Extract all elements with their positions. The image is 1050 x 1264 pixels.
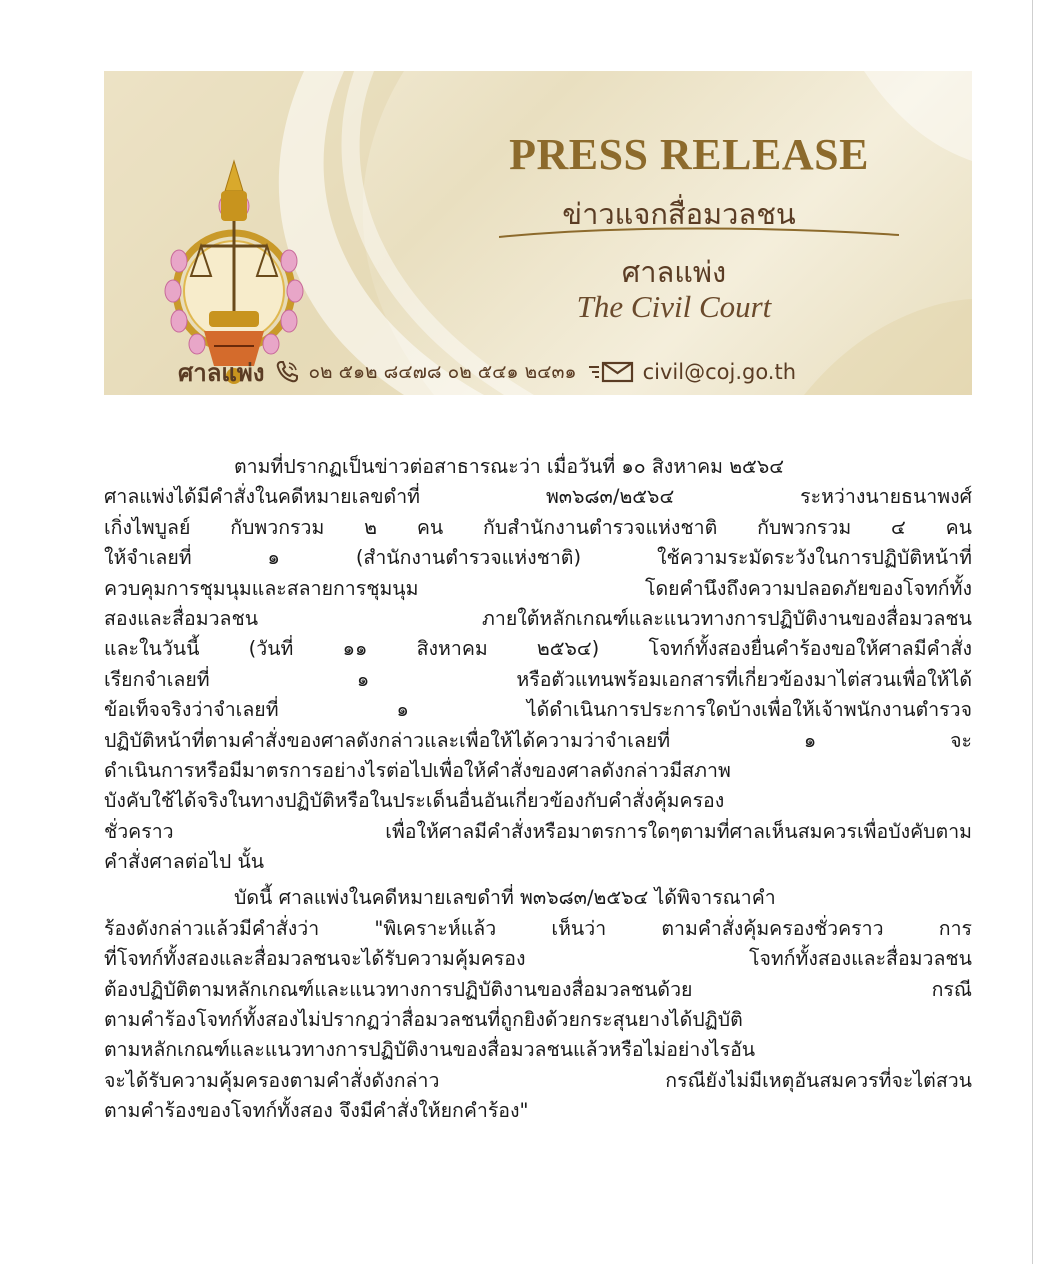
- press-release-title: PRESS RELEASE: [509, 130, 869, 179]
- press-release-banner: [104, 71, 972, 395]
- email-icon: [589, 360, 635, 384]
- court-name-english: The Civil Court: [576, 289, 772, 324]
- paragraph-1: [104, 452, 972, 877]
- paragraph-line: สองและสื่อมวลชน ภายใต้หลักเกณฑ์และแนวทางการปฏิบัติงานของสื่อมวลชน: [104, 606, 972, 630]
- paragraph-line: ต้องปฏิบัติตามหลักเกณฑ์และแนวทางการปฏิบัติงานของสื่อมวลชนด้วย กรณี: [104, 977, 972, 1001]
- press-release-body: [104, 452, 972, 1127]
- court-name-thai: ศาลแพ่ง: [621, 255, 727, 289]
- contact-email: civil@coj.go.th: [642, 360, 797, 384]
- paragraph-line: ให้จำเลยที่ ๑ (สำนักงานตำรวจแห่งชาติ) ใช้ความระมัดระวังในการปฏิบัติหน้าที่: [104, 546, 972, 570]
- paragraph-line: เกิ่งไพบูลย์ กับพวกรวม ๒ คน กับสำนักงานตำรวจแห่งชาติ กับพวกรวม ๔ คน: [104, 515, 972, 539]
- paragraph-line: ร้องดังกล่าวแล้วมีคำสั่งว่า "พิเคราะห์แล้ว เห็นว่า ตามคำสั่งคุ้มครองชั่วคราว การ: [104, 916, 972, 940]
- page-edge-divider: [1032, 0, 1033, 1264]
- paragraph-line: เรียกจำเลยที่ ๑ หรือตัวแทนพร้อมเอกสารที่เกี่ยวข้องมาไต่สวนเพื่อให้ได้: [104, 667, 972, 691]
- paragraph-line: คำสั่งศาลต่อไป นั้น: [104, 850, 265, 874]
- paragraph-2: [104, 883, 972, 1126]
- paragraph-line: บัดนี้ ศาลแพ่งในคดีหมายเลขดำที่ พ๓๖๘๓/๒๕๖๔ ได้พิจารณาคำ: [234, 886, 776, 910]
- paragraph-line: ศาลแพ่งได้มีคำสั่งในคดีหมายเลขดำที่ พ๓๖๘๓/๒๕๖๔ ระหว่างนายธนาพงศ์: [104, 485, 972, 509]
- paragraph-line: และในวันนี้ (วันที่ ๑๑ สิงหาคม ๒๕๖๔) โจทก์ทั้งสองยื่นคำร้องขอให้ศาลมีคำสั่ง: [104, 637, 972, 661]
- paragraph-line: บังคับใช้ได้จริงในทางปฏิบัติหรือในประเด็นอื่นอันเกี่ยวข้องกับคำสั่งคุ้มครอง: [104, 789, 725, 813]
- phone-icon: [274, 359, 300, 385]
- paragraph-line: ปฏิบัติหน้าที่ตามคำสั่งของศาลดังกล่าวและเพื่อให้ได้ความว่าจำเลยที่ ๑ จะ: [104, 728, 972, 752]
- decorative-swash: [499, 225, 899, 245]
- paragraph-line: ตามที่ปรากฏเป็นข่าวต่อสาธารณะว่า เมื่อวันที่ ๑๐ สิงหาคม ๒๕๖๔: [234, 455, 784, 478]
- paragraph-line: ควบคุมการชุมนุมและสลายการชุมนุม โดยคำนึงถึงความปลอดภัยของโจทก์ทั้ง: [104, 576, 972, 600]
- contact-bar: [178, 357, 796, 387]
- press-release-thai-title: ข่าวแจกสื่อมวลชน: [562, 197, 796, 231]
- paragraph-line: ที่โจทก์ทั้งสองและสื่อมวลชนจะได้รับความคุ้มครอง โจทก์ทั้งสองและสื่อมวลชน: [104, 947, 972, 971]
- paragraph-line: ชั่วคราว เพื่อให้ศาลมีคำสั่งหรือมาตรการใดๆตามที่ศาลเห็นสมควรเพื่อบังคับตาม: [104, 819, 972, 843]
- paragraph-line: ดำเนินการหรือมีมาตรการอย่างไรต่อไปเพื่อให้คำสั่งของศาลดังกล่าวมีสภาพ: [104, 758, 731, 782]
- paragraph-line: ตามคำร้องโจทก์ทั้งสองไม่ปรากฏว่าสื่อมวลชนที่ถูกยิงด้วยกระสุนยางได้ปฏิบัติ: [104, 1008, 743, 1032]
- contact-court-name: ศาลแพ่ง: [178, 358, 265, 387]
- paragraph-line: ตามหลักเกณฑ์และแนวทางการปฏิบัติงานของสื่อมวลชนแล้วหรือไม่อย่างไรอัน: [104, 1038, 756, 1062]
- contact-phone: ๐๒ ๕๑๒ ๘๔๗๘ ๐๒ ๕๔๑ ๒๔๓๑: [308, 361, 577, 383]
- paragraph-line: จะได้รับความคุ้มครองตามคำสั่งดังกล่าว กรณียังไม่มีเหตุอันสมควรที่จะไต่สวน: [104, 1068, 972, 1092]
- paragraph-line: ข้อเท็จจริงว่าจำเลยที่ ๑ ได้ดำเนินการประการใดบ้างเพื่อให้เจ้าพนักงานตำรวจ: [104, 698, 972, 722]
- paragraph-line: ตามคำร้องของโจทก์ทั้งสอง จึงมีคำสั่งให้ยกคำร้อง": [104, 1099, 529, 1123]
